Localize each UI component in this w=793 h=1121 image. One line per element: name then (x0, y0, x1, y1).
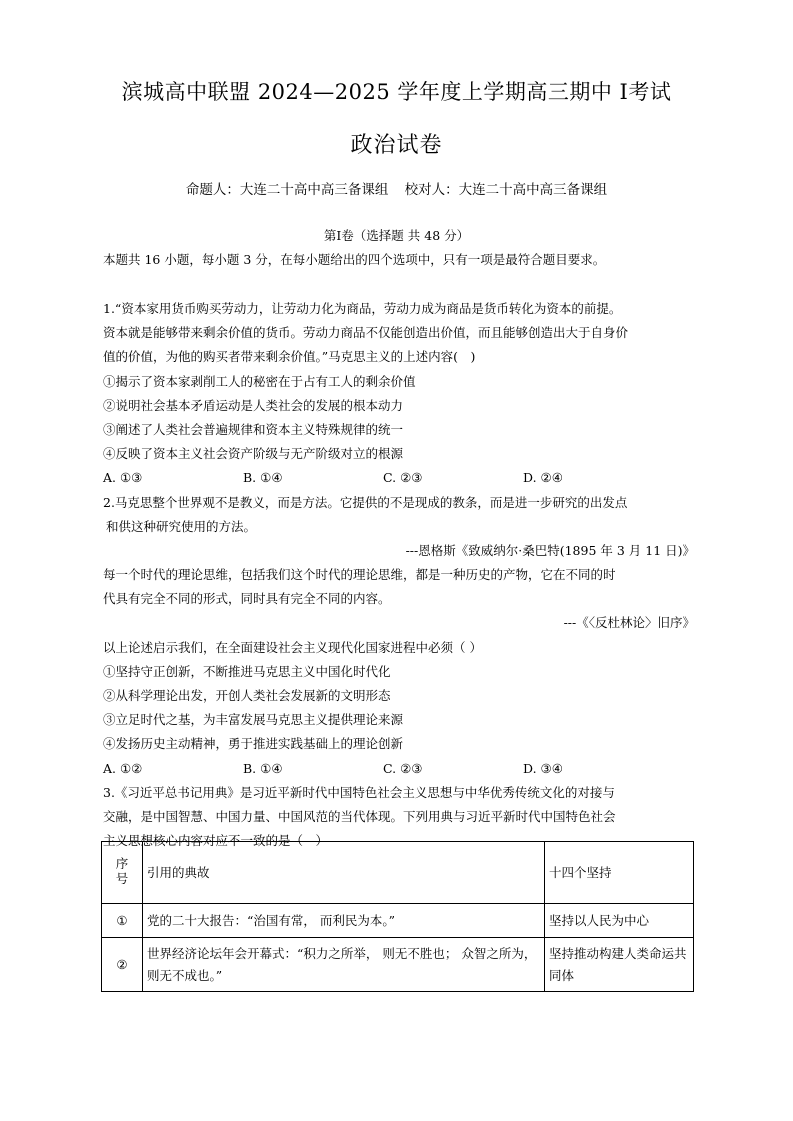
q1-item: ④反映了资本主义社会资产阶级与无产阶级对立的根源 (103, 446, 404, 462)
row-quote: 世界经济论坛年会开幕式：“积力之所举， 则无不胜也； 众智之所为， 则无不成也。” (143, 938, 545, 992)
q2-quote-line: 和供这种研究使用的方法。 (106, 518, 257, 534)
header-quote: 引用的典故 (143, 842, 545, 904)
q1-option-c[interactable]: C. ②③ (383, 470, 423, 486)
q2-quote-line: 代具有完全不同的形式，同时具有完全不同的内容。 (103, 591, 391, 607)
row-quote: 党的二十大报告：“治国有常， 而利民为本。” (143, 904, 545, 938)
q3-stem-line: 交融，是中国智慧、中国力量、中国风范的当代体现。下列用典与习近平新时代中国特色社会 (103, 808, 616, 824)
section-instruction: 本题共 16 小题，每小题 3 分，在每小题给出的四个选项中，只有一项是最符合题目要求。 (103, 252, 606, 267)
q2-stem: 以上论述启示我们，在全面建设社会主义现代化国家进程中必须（ ） (103, 639, 482, 655)
q2-item: ①坚持守正创新，不断推进马克思主义中国化时代化 (103, 663, 391, 679)
q2-source: ---恩格斯《致威纳尔·桑巴特(1895 年 3 月 11 日)》 (405, 542, 695, 558)
exam-authors (0, 178, 793, 198)
checker-line: 校对人：大连二十高中高三备课组 (404, 182, 608, 198)
table-row (102, 938, 694, 992)
q1-item: ③阐述了人类社会普遍规律和资本主义特殊规律的统一 (103, 421, 404, 437)
row-principle: 坚持推动构建人类命运共同体 (545, 938, 694, 992)
q2-item: ③立足时代之基，为丰富发展马克思主义提供理论来源 (103, 712, 404, 728)
exam-title: 滨城高中联盟 2024—2025 学年度上学期高三期中 Ⅰ考试 (121, 80, 672, 104)
q3-stem-line: 3.《习近平总书记用典》是习近平新时代中国特色社会主义思想与中华优秀传统文化的对接与 (103, 784, 615, 800)
q1-options (103, 466, 695, 490)
q2-option-a[interactable]: A. ①② (103, 760, 143, 776)
q2-quote-line: 每一个时代的理论思维，包括我们这个时代的理论思维，都是一种历史的产物，它在不同的时 (103, 567, 616, 583)
section-heading: 第Ⅰ卷（选择题 共 48 分） (323, 228, 470, 243)
header-no: 序号 (102, 842, 143, 904)
q1-option-b[interactable]: B. ①④ (243, 470, 283, 486)
q1-stem-line: 值的价值，为他的购买者带来剩余价值。”马克思主义的上述内容( ) (103, 349, 476, 365)
q1-option-a[interactable]: A. ①③ (103, 470, 143, 486)
q3-table (101, 841, 694, 992)
q1-option-d[interactable]: D. ②④ (523, 470, 563, 486)
questions (103, 297, 695, 853)
q2-quote-line: 2.马克思整个世界观不是教义，而是方法。它提供的不是现成的教条，而是进一步研究的出发点 (103, 494, 628, 510)
author-line: 命题人：大连二十高中高三备课组 (185, 182, 389, 198)
q1-item: ①揭示了资本家剥削工人的秘密在于占有工人的剩余价值 (103, 373, 416, 389)
row-no: ② (102, 938, 143, 992)
table-row (102, 904, 694, 938)
row-no: ① (102, 904, 143, 938)
q3-stem-line: 主义思想核心内容对应不一致的是（ ） (103, 833, 329, 849)
q2-source: ---《〈反杜林论〉旧序》 (563, 615, 695, 631)
q2-option-b[interactable]: B. ①④ (243, 760, 283, 776)
row-principle: 坚持以人民为中心 (545, 904, 694, 938)
exam-subtitle: 政治试卷 (350, 133, 443, 158)
q1-item: ②说明社会基本矛盾运动是人类社会的发展的根本动力 (103, 397, 404, 413)
q1-stem-line: 1.“资本家用货币购买劳动力，让劳动力化为商品，劳动力成为商品是货币转化为资本的前提。 (103, 301, 622, 316)
q2-option-d[interactable]: D. ③④ (523, 760, 563, 776)
q2-option-c[interactable]: C. ②③ (383, 760, 423, 776)
q2-item: ②从科学理论出发，开创人类社会发展新的文明形态 (103, 688, 391, 703)
table-header-row (102, 842, 694, 904)
q2-item: ④发扬历史主动精神，勇于推进实践基础上的理论创新 (103, 736, 404, 752)
q1-stem-line: 资本就是能够带来剩余价值的货币。劳动力商品不仅能创造出价值，而且能够创造出大于自身价 (103, 325, 629, 341)
header-principle: 十四个坚持 (545, 842, 694, 904)
q2-options (103, 757, 695, 781)
